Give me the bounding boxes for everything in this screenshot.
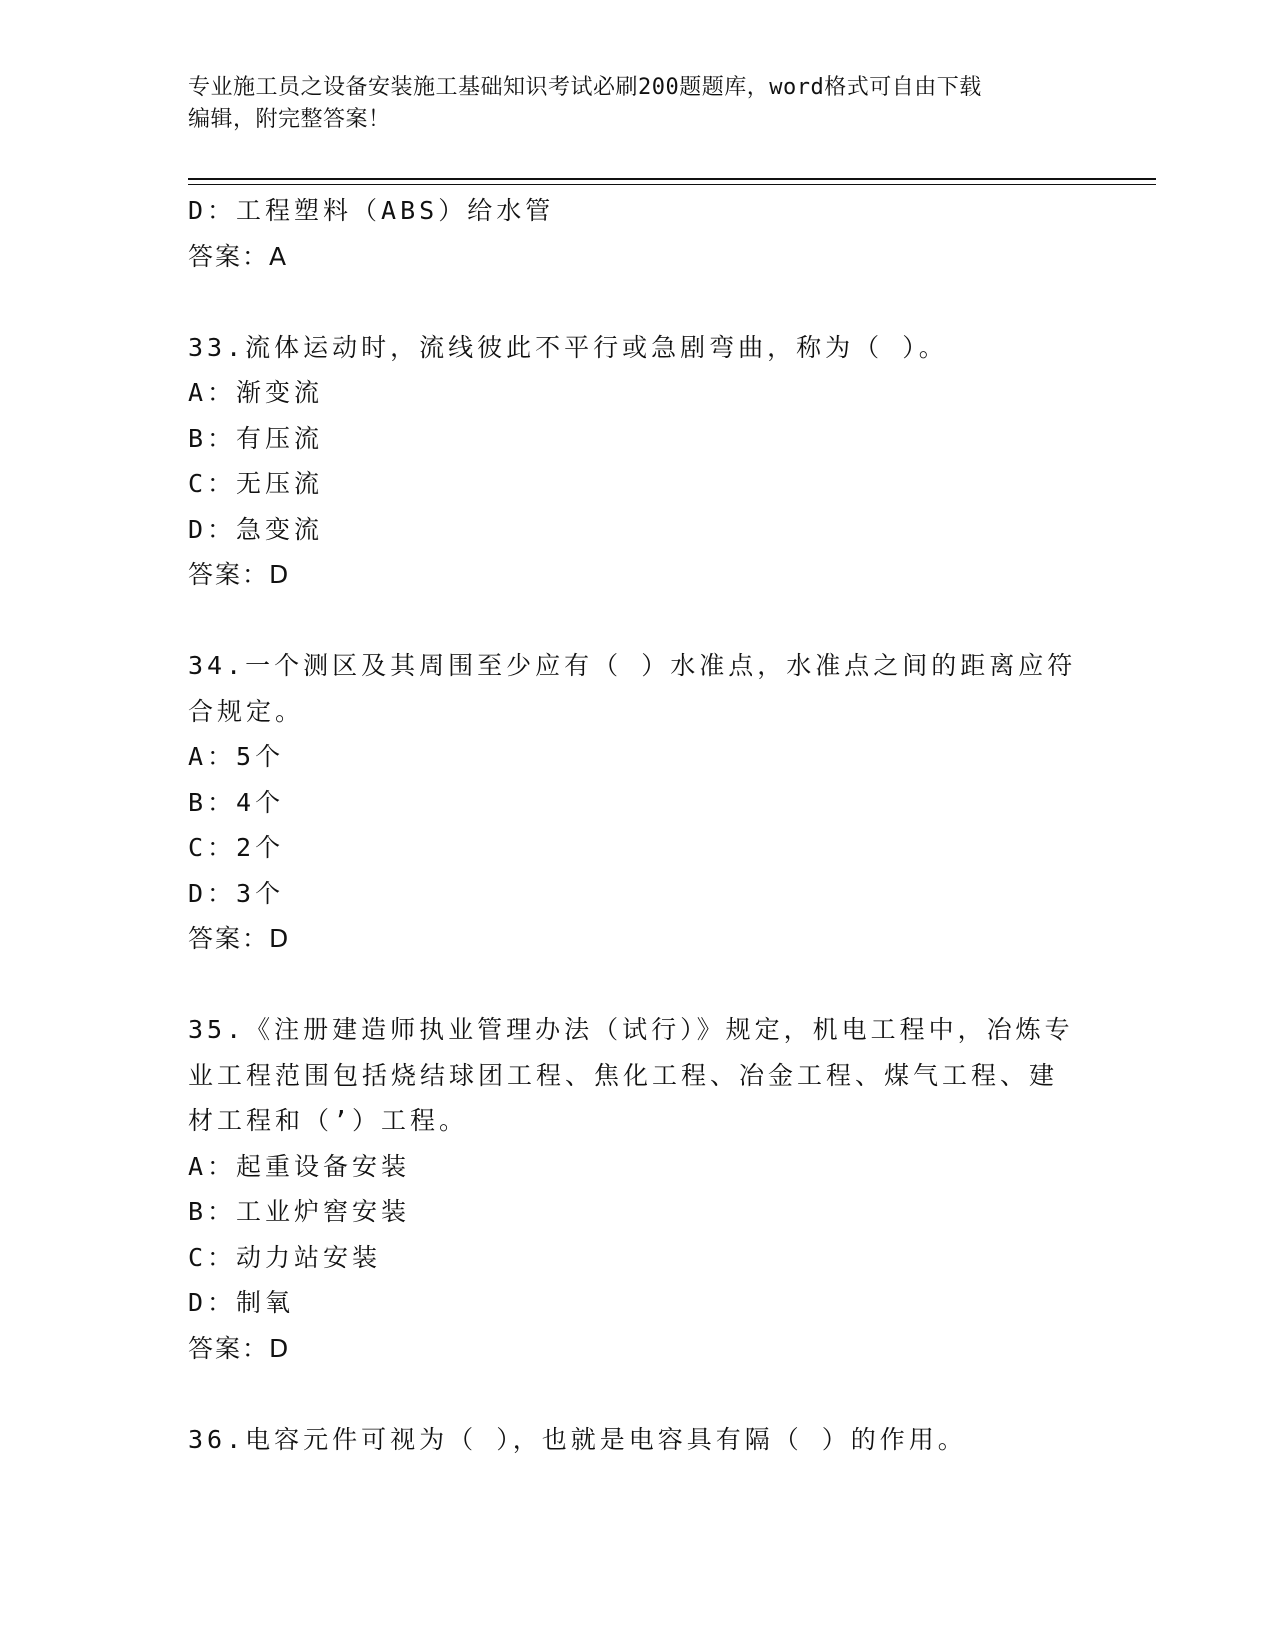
header-line-2: 编辑，附完整答案！ <box>188 107 391 132</box>
question-stem: 33.流体运动时，流线彼此不平行或急剧弯曲，称为（ ）。 <box>188 332 948 362</box>
header-rule-thin <box>188 184 1156 185</box>
answer-line: 答案：D <box>188 560 291 589</box>
document-header <box>188 72 1068 136</box>
header-rule-thick <box>188 178 1156 180</box>
header-line-1: 专业施工员之设备安装施工基础知识考试必刷200题题库，word格式可自由下载 <box>188 75 982 100</box>
option-b: B：工业炉窖安装 <box>188 1197 411 1226</box>
question-stem: 35.《注册建造师执业管理办法（试行）》规定，机电工程中，冶炼专 <box>188 1015 1074 1044</box>
question-list <box>188 188 1088 1462</box>
spacer <box>188 962 1088 1008</box>
answer-line: 答案：A <box>188 241 289 271</box>
question-36 <box>188 1417 1088 1463</box>
option-c: C：2个 <box>188 833 285 862</box>
option-a: A：5个 <box>188 742 285 771</box>
option-d: D：3个 <box>188 878 285 908</box>
question-stem-continued: 合规定。 <box>188 696 305 726</box>
question-stem-continued: 材工程和（’）工程。 <box>188 1106 469 1135</box>
option-c: C：无压流 <box>188 469 324 498</box>
answer-line: 答案：D <box>188 924 291 953</box>
spacer <box>188 279 1088 325</box>
spacer <box>188 1371 1088 1417</box>
option-d: D：制氧 <box>188 1288 295 1317</box>
answer-line: 答案：D <box>188 1333 291 1363</box>
question-stem-continued: 业工程范围包括烧结球团工程、焦化工程、冶金工程、煤气工程、建 <box>188 1060 1059 1090</box>
question-stem: 36.电容元件可视为（ ），也就是电容具有隔（ ）的作用。 <box>188 1424 967 1454</box>
option-a: A：起重设备安装 <box>188 1151 411 1181</box>
option-a: A：渐变流 <box>188 378 324 407</box>
question-33 <box>188 325 1088 598</box>
question-34 <box>188 643 1088 962</box>
option-d: D：工程塑料（ABS）给水管 <box>188 196 555 225</box>
question-35 <box>188 1007 1088 1371</box>
option-c: C：动力站安装 <box>188 1242 382 1272</box>
spacer <box>188 598 1088 644</box>
option-b: B：4个 <box>188 787 285 817</box>
question-stem: 34.一个测区及其周围至少应有（ ）水准点，水准点之间的距离应符 <box>188 651 1077 680</box>
option-b: B：有压流 <box>188 423 324 453</box>
option-d: D：急变流 <box>188 514 324 544</box>
